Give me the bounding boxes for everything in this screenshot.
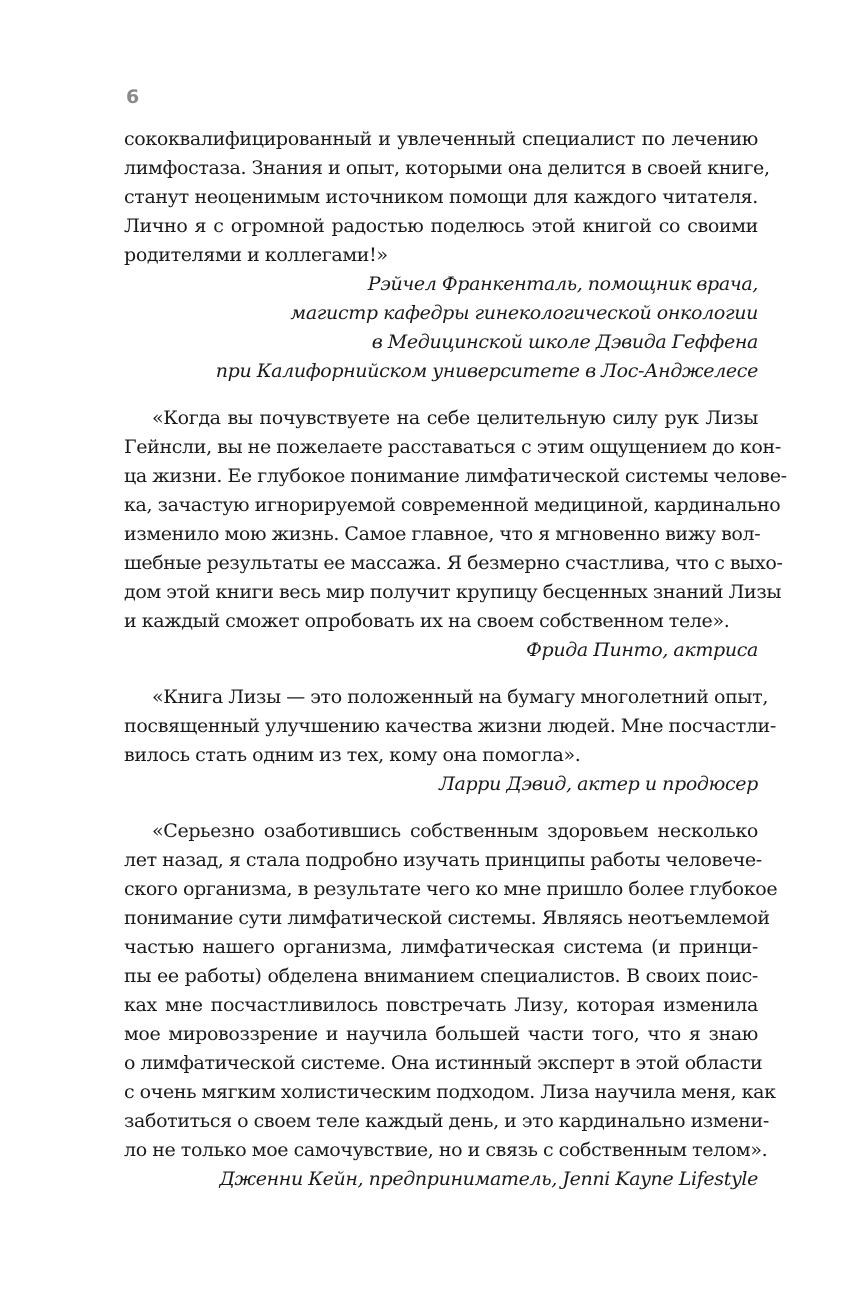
quote-line: заботиться о своем теле каждый день, и это кардинально измени-	[124, 1110, 769, 1132]
intro-line: родителями и коллегами!»	[124, 244, 388, 266]
quote-david-block	[124, 683, 776, 799]
intro-attribution: магистр кафедры гинекологической онкологии	[290, 302, 758, 324]
quote-attribution: Ларри Дэвид, актер и продюсер	[438, 773, 758, 795]
quote-line: вилось стать одним из тех, кому она помогла».	[124, 744, 581, 766]
quote-line: Гейнсли, вы не пожелаете расставаться с этим ощущением до кон-	[124, 436, 781, 458]
intro-line: станут неоценимым источником помощи для каждого читателя.	[124, 186, 758, 208]
quote-line: дом этой книги весь мир получит крупицу бесценных знаний Лизы	[124, 581, 782, 603]
intro-attribution: при Калифорнийском университете в Лос-Анджелесе	[215, 360, 758, 382]
quote-line: ка, зачастую игнорируемой современной медициной, кардинально	[124, 494, 781, 516]
quote-line: и каждый сможет опробовать их на своем собственном теле».	[124, 610, 730, 632]
intro-block	[124, 125, 770, 386]
quote-line: ло не только мое самочувствие, но и связь с собственным телом».	[124, 1139, 768, 1161]
intro-line: лимфостаза. Знания и опыт, которыми она делится в своей книге,	[124, 157, 770, 179]
quote-kayne-block	[124, 817, 778, 1194]
quote-line: ках мне посчастливилось повстречать Лизу, которая изменила	[124, 994, 758, 1016]
quote-pinto-block	[124, 404, 787, 665]
quote-line: шебные результаты ее массажа. Я безмерно счастлива, что с выхо-	[124, 552, 783, 574]
quote-line: частью нашего организма, лимфатическая система (и принци-	[124, 936, 758, 958]
intro-line: сококвалифицированный и увлеченный специалист по лечению	[124, 128, 758, 150]
quote-line: ца жизни. Ее глубокое понимание лимфатической системы челове-	[124, 465, 787, 487]
intro-line: Лично я с огромной радостью поделюсь этой книгой со своими	[124, 215, 758, 237]
quote-line: изменило мою жизнь. Самое главное, что я мгновенно вижу вол-	[124, 523, 761, 545]
quote-line: посвященный улучшению качества жизни людей. Мне посчастли-	[124, 715, 776, 737]
quote-line: о лимфатической системе. Она истинный эксперт в этой области	[124, 1052, 763, 1074]
intro-attribution: в Медицинской школе Дэвида Геффена	[371, 331, 758, 353]
intro-attribution: Рэйчел Франкенталь, помощник врача,	[367, 273, 758, 295]
quote-line: «Серьезно озаботившись собственным здоровьем несколько	[152, 820, 758, 842]
quote-line: лет назад, я стала подробно изучать принципы работы человече-	[124, 849, 762, 871]
page-number: 6	[126, 86, 140, 108]
quote-line: «Когда вы почувствуете на себе целительную силу рук Лизы	[152, 407, 758, 429]
quote-line: ского организма, в результате чего ко мне пришло более глубокое	[124, 878, 778, 900]
quote-line: «Книга Лизы — это положенный на бумагу многолетний опыт,	[152, 686, 769, 708]
quote-line: понимание сути лимфатической системы. Являясь неотъемлемой	[124, 907, 770, 929]
quote-line: мое мировоззрение и научила большей части того, что я знаю	[124, 1023, 758, 1045]
quote-attribution: Фрида Пинто, актриса	[526, 639, 758, 661]
quote-line: с очень мягким холистическим подходом. Лиза научила меня, как	[124, 1081, 776, 1103]
quote-line: пы ее работы) обделена вниманием специалистов. В своих поис-	[124, 965, 758, 987]
quote-attribution: Дженни Кейн, предприниматель, Jenni Kayne Lifestyle	[219, 1168, 758, 1190]
